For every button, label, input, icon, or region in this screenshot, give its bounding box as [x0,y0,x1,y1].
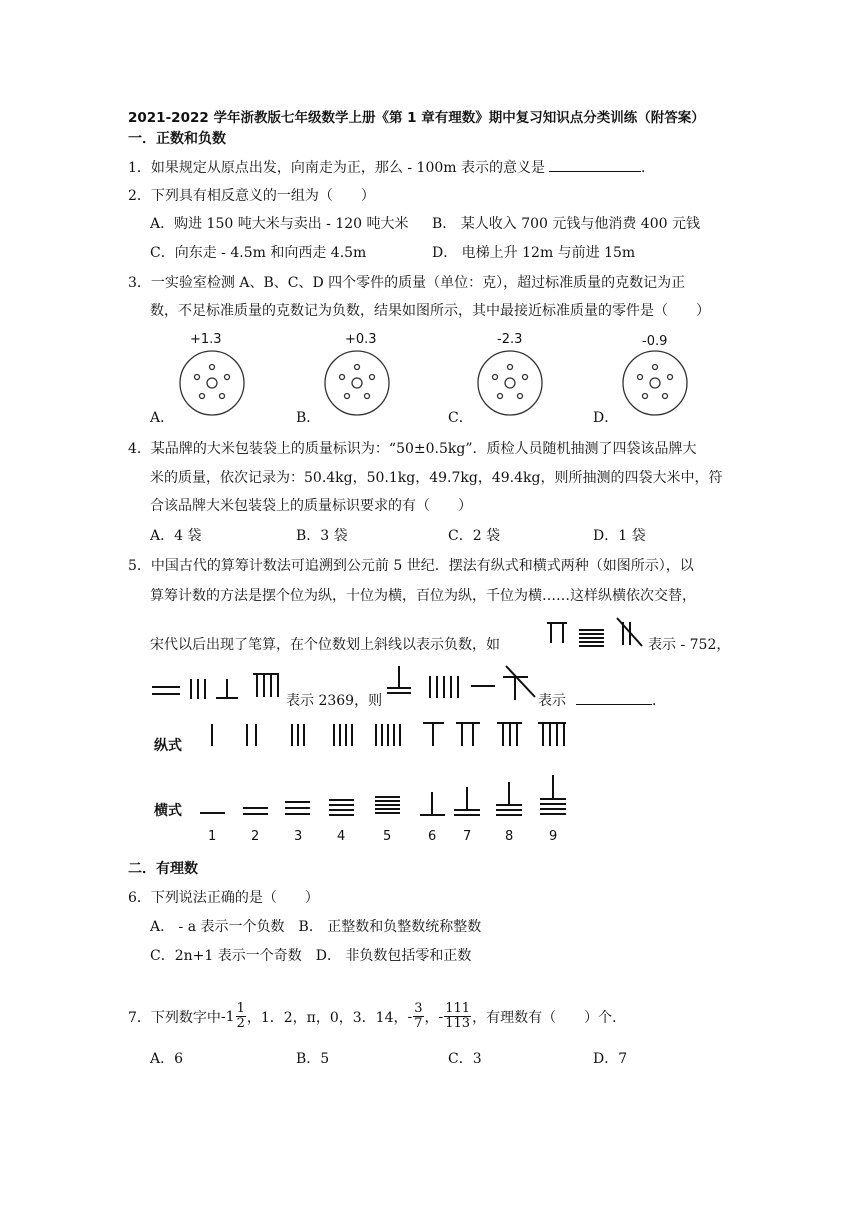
fraction-2-numerator: 3 [414,1001,423,1016]
rod-example-2369 [152,674,279,699]
digit-3: 3 [294,829,303,844]
question-5-line2: 算筹计数的方法是摆个位为纵，十位为横，百位为纵，千位为横……这样纵横依次交替， [150,588,696,604]
question-2-option-d: D． 电梯上升 12m 与前进 15m [432,245,636,261]
question-7-option-d: D．7 [593,1051,628,1067]
question-5-line4b: 表示 [538,693,566,709]
digit-1: 1 [208,829,217,844]
question-5-line4a: 表示 2369，则 [286,693,383,709]
question-7-sep: ， [424,1009,439,1026]
mixed-number-whole: -1 [220,1008,235,1025]
part-a-value: +1.3 [190,332,222,347]
section-heading-2: 二．有理数 [128,861,198,877]
part-b-value: +0.3 [345,332,377,347]
question-3-line1: 3．一实验室检测 A、B、C、D 四个零件的质量（单位：克），超过标准质量的克数记为正 [128,275,686,291]
digit-5: 5 [383,829,392,844]
rod-question-numeral [387,666,535,700]
section-heading-1: 一．正数和负数 [128,131,226,147]
part-b-option: B． [296,410,321,426]
part-c-option: C． [448,410,473,426]
question-7-pre: 7．下列数字中 [128,1009,221,1026]
question-4-option-d: D．1 袋 [593,528,646,544]
part-a-option: A． [150,410,175,426]
question-4-option-c: C．2 袋 [448,528,501,544]
fraction-3-numerator: 111 [445,1001,471,1016]
fraction-3-sign: - [438,1008,444,1025]
question-6-stem: 6．下列说法正确的是（ ） [128,890,319,906]
digit-2: 2 [251,829,260,844]
fraction-three-sevenths [413,1002,423,1031]
fraction-2-denominator: 7 [414,1016,423,1031]
digit-7: 7 [463,829,472,844]
question-4-option-a: A．4 袋 [150,528,202,544]
digit-4: 4 [337,829,346,844]
question-7-post: ，有理数有（ ）个． [472,1009,627,1026]
fraction-111-113 [444,1002,471,1031]
rod-vertical-row [212,723,566,746]
question-2-option-a: A．购进 150 吨大米与卖出 - 120 吨大米 [150,216,409,232]
question-2-stem: 2．下列具有相反意义的一组为（ ） [128,188,375,204]
vertical-style-label: 纵式 [154,738,182,754]
digit-8: 8 [505,829,514,844]
fraction-one-half [236,1002,246,1031]
question-5-line1: 5．中国古代的算筹计数法可追溯到公元前 5 世纪．摆法有纵式和横式两种（如图所示），以 [128,558,694,574]
question-6-options-ab: A． - a 表示一个负数 B． 正整数和负整数统称整数 [150,919,482,935]
document-title: 2021-2022 学年浙教版七年级数学上册《第 1 章有理数》期中复习知识点分类训练（附答案） [128,110,705,126]
question-6-options-cd: C．2n+1 表示一个奇数 D． 非负数包括零和正数 [150,948,472,964]
question-3-line2: 数，不足标准质量的克数记为负数，结果如图所示，其中最接近标准质量的零件是（ ） [150,303,710,319]
question-1-end: ． [640,160,655,176]
question-4-line1: 4．某品牌的大米包装袋上的质量标识为：“50±0.5kg”．质检人员随机抽测了四袋该品牌大 [128,441,697,457]
question-4-line3: 合该品牌大米包装袋上的质量标识要求的有（ ） [150,498,472,514]
rod-horizontal-row [200,775,566,815]
question-1-text: 1．如果规定从原点出发，向南走为正，那么 - 100m 表示的意义是 [128,160,545,176]
part-c-value: -2.3 [497,332,523,347]
question-4-line2: 米的质量，依次记录为：50.4kg，50.1kg，49.7kg，49.4kg，则所抽测的四袋大米中，符 [150,470,723,486]
question-5-end: ． [652,693,666,709]
fraction-1-denominator: 2 [236,1016,245,1031]
question-7-option-a: A．6 [150,1051,184,1067]
question-5-line3b: 表示 - 752， [648,637,731,653]
question-7-mid: ，1．2，π，0，3．14， [246,1009,408,1026]
fraction-2-sign: - [407,1008,413,1025]
question-4-option-b: B．3 袋 [296,528,348,544]
question-5-line3a: 宋代以后出现了笔算，在个位数划上斜线以表示负数，如 [150,637,500,653]
fraction-1-numerator: 1 [236,1001,245,1016]
digit-6: 6 [428,829,437,844]
question-7-option-b: B．5 [296,1051,330,1067]
digit-9: 9 [549,829,558,844]
part-d-option: D． [593,410,619,426]
question-2-option-b: B． 某人收入 700 元钱与他消费 400 元钱 [432,216,700,232]
question-2-option-c: C．向东走 - 4.5m 和向西走 4.5m [150,245,367,261]
question-7-line [128,1002,626,1031]
question-7-option-c: C．3 [448,1051,482,1067]
rod-example-752 [547,618,642,646]
part-d-value: -0.9 [642,334,668,349]
fraction-3-denominator: 113 [445,1016,471,1031]
horizontal-style-label: 横式 [154,803,182,819]
